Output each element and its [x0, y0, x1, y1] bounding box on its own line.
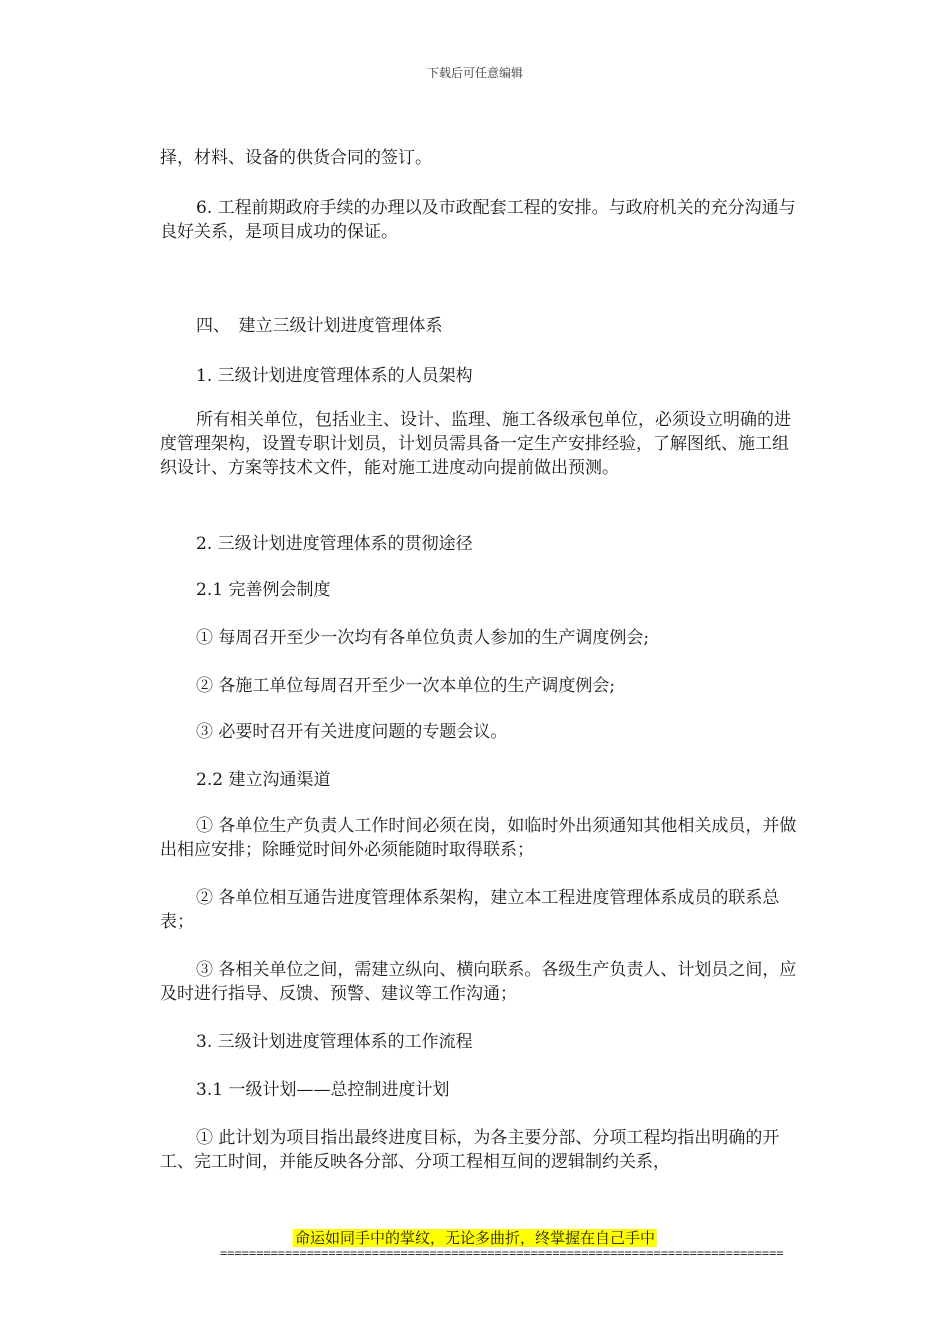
subheading-1: 1. 三级计划进度管理体系的人员架构	[196, 366, 473, 386]
subheading-3: 3. 三级计划进度管理体系的工作流程	[196, 1032, 473, 1052]
paragraph-3: 所有相关单位，包括业主、设计、监理、施工各级承包单位，必须设立明确的进度管理架构，设置专职计划员，计划员需具备一定生产安排经验，了解图纸、施工组织设计、方案等技术文件，能对施工进度动向提前做出预测。	[160, 410, 791, 478]
list-item-2-1-1: ① 每周召开至少一次均有各单位负责人参加的生产调度例会;	[196, 628, 650, 648]
subheading-2: 2. 三级计划进度管理体系的贯彻途径	[196, 534, 473, 554]
footer-rule: ==============================================================================	[220, 1246, 784, 1260]
paragraph-1: 择，材料、设备的供货合同的签订。	[160, 148, 432, 168]
list-item-2-1-2: ② 各施工单位每周召开至少一次本单位的生产调度例会;	[196, 676, 616, 696]
footer-motto	[0, 1228, 950, 1248]
page-header: 下载后可任意编辑	[426, 66, 523, 80]
subheading-2-1: 2.1 完善例会制度	[196, 580, 331, 600]
list-item-2-2-2: ② 各单位相互通告进度管理体系架构，建立本工程进度管理体系成员的联系总表；	[160, 888, 780, 932]
list-item-3-1-1: ① 此计划为项目指出最终进度目标，为各主要分部、分项工程均指出明确的开工、完工时间，并能反映各分部、分项工程相互间的逻辑制约关系，	[160, 1128, 780, 1172]
section-heading-4: 四、 建立三级计划进度管理体系	[196, 316, 443, 336]
paragraph-2: 6. 工程前期政府手续的办理以及市政配套工程的安排。与政府机关的充分沟通与良好关系，是项目成功的保证。	[160, 198, 796, 242]
list-item-2-2-1: ① 各单位生产负责人工作时间必须在岗，如临时外出须通知其他相关成员，并做出相应安排；除睡觉时间外必须能随时取得联系；	[160, 816, 797, 860]
list-item-2-2-3: ③ 各相关单位之间，需建立纵向、横向联系。各级生产负责人、计划员之间，应及时进行指导、反馈、预警、建议等工作沟通；	[160, 960, 797, 1004]
footer-motto-text: 命运如同手中的掌纹，无论多曲折，终掌握在自己手中	[294, 1229, 655, 1247]
list-item-2-1-3: ③ 必要时召开有关进度问题的专题会议。	[196, 722, 508, 742]
subheading-2-2: 2.2 建立沟通渠道	[196, 770, 331, 790]
subheading-3-1: 3.1 一级计划——总控制进度计划	[196, 1080, 450, 1100]
